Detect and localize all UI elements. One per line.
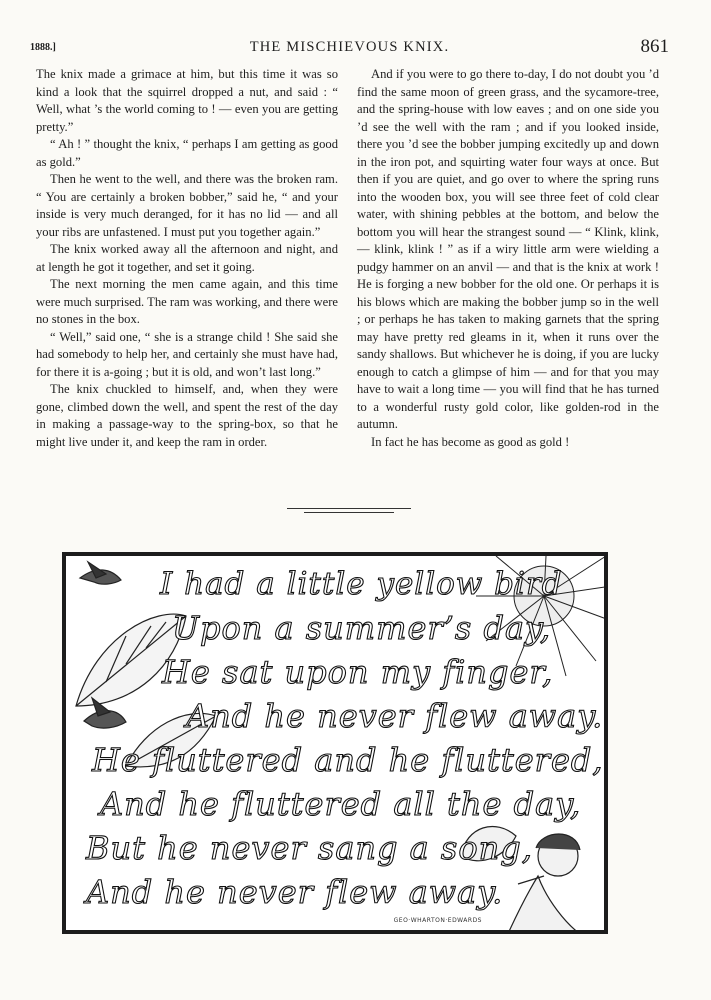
closing-paragraph: In fact he has become as good as gold ! bbox=[371, 434, 570, 449]
paragraph: The knix worked away all the afternoon and night, and at length he got it together, and set it going. bbox=[36, 242, 338, 274]
right-text-column bbox=[357, 66, 659, 451]
running-header bbox=[30, 38, 669, 58]
paragraph: And if you were to go there to-day, I do not doubt you ’d find the same moon of green grass, and the sycamore-tree, and the spring-house with low eaves ; and on one side you ’d see the well with the ram ; and if you looked inside, there you ’d see the bobber jumping excitedly up and down in the iron pot, and squirting water four ways at once. But then if you are quiet, and go over to where the spring runs into the wooden box, you will see three feet of cold clear water, with shining pebbles at the bottom, and below the bottom you will hear the strangest sound — “ Klink, klink, — klink, klink ! ” as if a wiry little arm were wielding a pudgy hammer on an anvil — and that is the knix at work ! He is forging a new bobber for the old one. Or perhaps it is his blows which are making the bobber jump so in the well ; or perhaps he has taken to making garnets that the spring may have pretty red gleams in it, when it runs over the sandy shallows. But whichever he is doing, if you are lucky enough to catch a glimpse of him — and for that you may have to wait a long time — you will find that he has turned to a wonderful rusty gold color, like golden-rod in the autumn. bbox=[357, 67, 659, 431]
paragraph: The next morning the men came again, and this time were much surprised. The ram was working, and there were no stones in the box. bbox=[36, 277, 338, 326]
poem-line: And he never flew away. bbox=[186, 697, 604, 735]
paragraph: The knix made a grimace at him, but this time it was so kind a look that the squirrel dropped a nut, and said : “ Well, what ’s the world coming to ! — even you are getting pretty.” bbox=[36, 67, 338, 134]
section-divider bbox=[304, 512, 394, 513]
paragraph: The knix chuckled to himself, and, when they were gone, climbed down the well, and spent the rest of the day in making a passage-way to the spring-box, so that he might live under it, and keep the ram in order. bbox=[36, 382, 338, 449]
artist-credit: GEO·WHARTON·EDWARDS bbox=[393, 917, 482, 924]
poem-line: He fluttered and he fluttered, bbox=[92, 741, 604, 779]
poem-line: I had a little yellow bird bbox=[160, 566, 563, 602]
section-divider bbox=[287, 508, 411, 509]
poem-line: Upon a summer’s day, bbox=[172, 609, 552, 647]
page-number: 861 bbox=[640, 36, 669, 57]
paragraph: “ Well,” said one, “ she is a strange child ! She said she had somebody to help her, and certainly she must have had, for there it is a-going ; but it is old, and won’t last long.” bbox=[36, 329, 338, 379]
poem-illustration bbox=[62, 552, 608, 934]
paragraph: Then he went to the well, and there was the broken ram. “ You are certainly a broken bobber,” said he, “ and your inside is very much deranged, for it has no lid — and all your ribs are unfastened. I must put you together again.” bbox=[36, 172, 338, 239]
header-date: 1888.] bbox=[30, 42, 56, 53]
paragraph: “ Ah ! ” thought the knix, “ perhaps I am getting as good as gold.” bbox=[36, 137, 338, 169]
poem-line: And he never flew away. bbox=[86, 873, 504, 911]
poem-text bbox=[82, 562, 602, 914]
poem-line: He sat upon my finger, bbox=[162, 653, 554, 691]
poem-line: And he fluttered all the day, bbox=[100, 785, 582, 823]
left-text-column bbox=[36, 66, 338, 451]
poem-line: But he never sang a song, bbox=[86, 829, 533, 867]
header-title: THE MISCHIEVOUS KNIX. bbox=[249, 39, 450, 55]
